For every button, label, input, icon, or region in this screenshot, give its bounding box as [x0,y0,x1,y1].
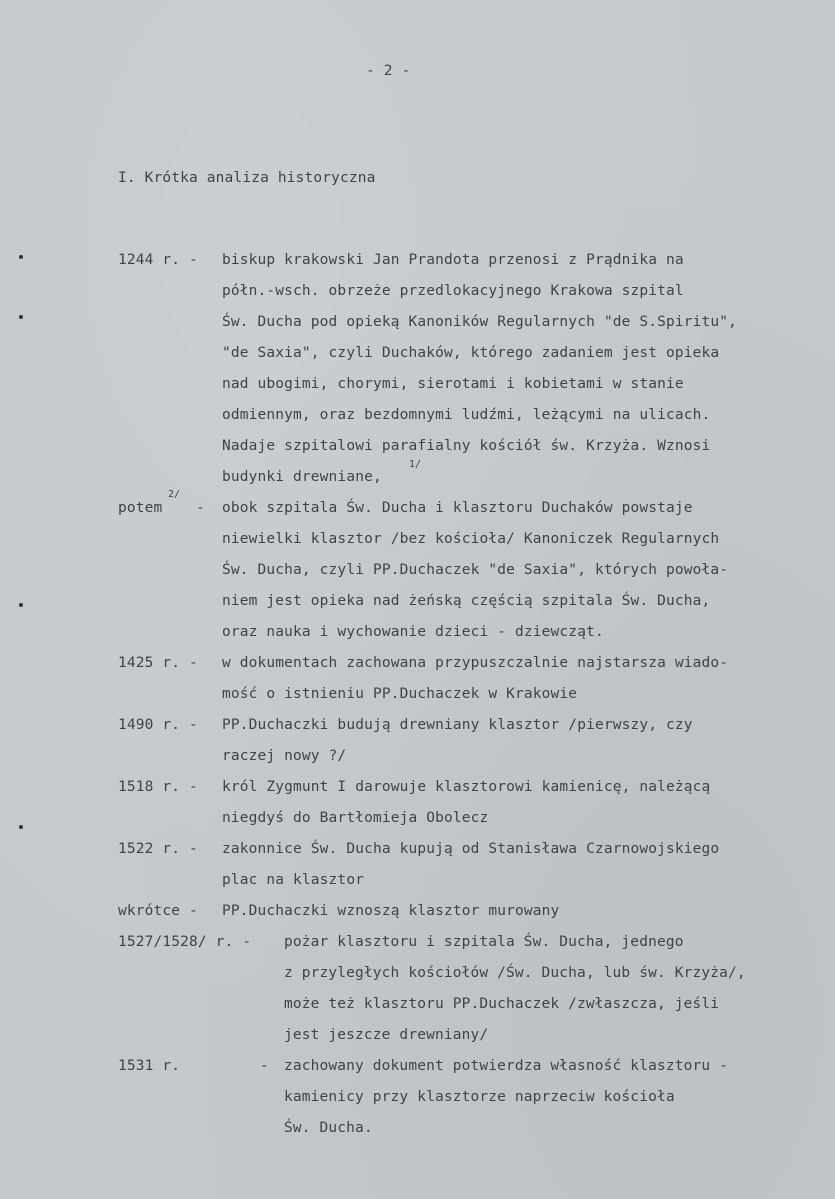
entry-label: 1490 r. - [118,717,198,733]
entry-line: zakonnice Św. Ducha kupują od Stanisława Czarnowojskiego [222,841,720,857]
entry-line: kamienicy przy klasztorze naprzeciw kościoła [284,1089,675,1105]
entry-line: Nadaje szpitalowi parafialny kościół św. Krzyża. Wznosi [222,438,711,454]
entry-line: PP.Duchaczki budują drewniany klasztor /pierwszy, czy [222,717,693,733]
entry-line: Św. Ducha. [284,1120,373,1136]
entry-line: pożar klasztoru i szpitala Św. Ducha, jednego [284,934,684,950]
entry-label: 1518 r. - [118,779,198,795]
entry-line: półn.-wsch. obrzeże przedlokacyjnego Krakowa szpital [222,283,684,299]
entry-line: zachowany dokument potwierdza własność klasztoru - [284,1058,728,1074]
punch-hole-mark [19,255,23,259]
punch-hole-mark [19,603,23,607]
entry-line: oraz nauka i wychowanie dzieci - dziewcząt. [222,624,604,640]
entry-dash: - [196,500,205,516]
entry-label: 1527/1528/ r. - [118,934,252,950]
entry-label: 1531 r. [118,1058,181,1074]
entry-line: PP.Duchaczki wznoszą klasztor murowany [222,903,560,919]
footnote-marker: 2/ [168,489,181,500]
entry-line: budynki drewniane, [222,469,382,485]
entry-label: potem [118,500,163,516]
entry-line: raczej nowy ?/ [222,748,347,764]
entry-line: niegdyś do Bartłomieja Obolecz [222,810,489,826]
punch-hole-mark [19,825,23,829]
entry-line: mość o istnieniu PP.Duchaczek w Krakowie [222,686,578,702]
entry-line: "de Saxia", czyli Duchaków, którego zadaniem jest opieka [222,345,720,361]
entry-line: biskup krakowski Jan Prandota przenosi z Prądnika na [222,252,684,268]
entry-line: w dokumentach zachowana przypuszczalnie najstarsza wiado- [222,655,729,671]
section-title: I. Krótka analiza historyczna [118,170,376,186]
punch-hole-mark [19,315,23,319]
footnote-marker: 1/ [409,459,422,470]
entry-label: wkrótce - [118,903,198,919]
entry-line: odmiennym, oraz bezdomnymi ludźmi, leżącymi na ulicach. [222,407,711,423]
entry-line: jest jeszcze drewniany/ [284,1027,489,1043]
entry-label: 1522 r. - [118,841,198,857]
entry-line: Św. Ducha, czyli PP.Duchaczek "de Saxia", których powoła- [222,562,729,578]
entry-line: Św. Ducha pod opieką Kanoników Regularnych "de S.Spiritu", [222,314,738,330]
entry-dash: - [260,1058,269,1074]
entry-label: 1244 r. - [118,252,198,268]
entry-line: niewielki klasztor /bez kościoła/ Kanoniczek Regularnych [222,531,720,547]
entry-label: 1425 r. - [118,655,198,671]
entry-line: plac na klasztor [222,872,365,888]
entry-line: z przyległych kościołów /Św. Ducha, lub św. Krzyża/, [284,965,746,981]
entry-line: nad ubogimi, chorymi, sierotami i kobietami w stanie [222,376,684,392]
entry-line: może też klasztoru PP.Duchaczek /zwłaszcza, jeśli [284,996,720,1012]
entry-line: niem jest opieka nad żeńską częścią szpitala Św. Ducha, [222,593,711,609]
entry-line: król Zygmunt I darowuje klasztorowi kamienicę, należącą [222,779,711,795]
page-number: - 2 - [366,63,411,79]
entry-line: obok szpitala Św. Ducha i klasztoru Duchaków powstaje [222,500,693,516]
